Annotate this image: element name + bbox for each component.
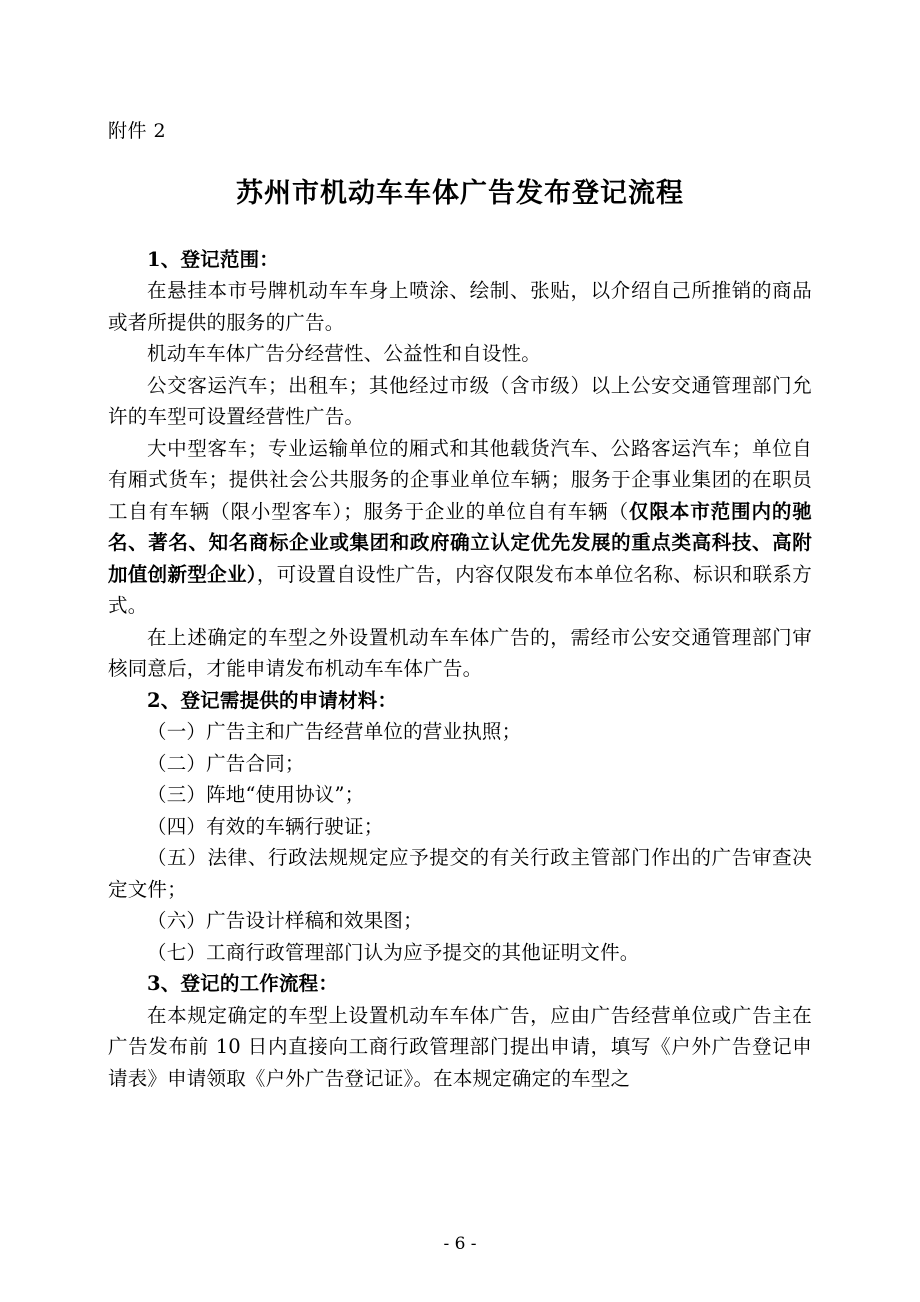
- list-item: （七）工商行政管理部门认为应予提交的其他证明文件。: [147, 940, 640, 964]
- list-item: （五）法律、行政法规规定应予提交的有关行政主管部门作出的广告审查决定文件；: [108, 846, 812, 901]
- paragraph: 在悬挂本市号牌机动车车身上喷涂、绘制、张贴，以介绍自己所推销的商品或者所提供的服务的广告。: [108, 279, 812, 334]
- paragraph: 在上述确定的车型之外设置机动车车体广告的，需经市公安交通管理部门审核同意后，才能申请发布机动车车体广告。: [108, 625, 812, 681]
- paragraph-part-2: ，可设置自设性广告，内容仅限发布本单位名称、标识和联系方式。: [108, 562, 812, 618]
- document-body: [108, 244, 812, 1095]
- paragraph: 公交客运汽车；出租车；其他经过市级（含市级）以上公安交通管理部门允许的车型可设置经营性广告。: [108, 373, 812, 429]
- paragraph-emphasis: 仅限本市范围内的驰名、著名、知名商标企业或集团和政府确立认定优先发展的重点类高科技、高附加值创新型企业）: [108, 499, 812, 586]
- paragraph-part-1: 大中型客车；专业运输单位的厢式和其他载货汽车、公路客运汽车；单位自有厢式货车；提供社会公共服务的企事业单位车辆；服务于企事业集团的在职员工自有车辆（限小型客车）；服务于企业的单位自有车辆（: [108, 436, 812, 523]
- list-item: （二）广告合同；: [147, 751, 305, 775]
- list-item: （六）广告设计样稿和效果图；: [147, 909, 423, 933]
- list-item: （三）阵地“使用协议”；: [147, 783, 365, 807]
- paragraph: 在本规定确定的车型上设置机动车车体广告，应由广告经营单位或广告主在广告发布前 10 日内直接向工商行政管理部门提出申请，填写《户外广告登记申请表》申请领取《户外广告登记证》。在本规定确定的车型之: [108, 1003, 812, 1090]
- attachment-label: 附件 2: [108, 120, 167, 142]
- section-heading-2: 2、登记需提供的申请材料：: [147, 688, 398, 712]
- paragraph: 机动车车体广告分经营性、公益性和自设性。: [147, 342, 542, 366]
- list-item: （一）广告主和广告经营单位的营业执照；: [147, 720, 522, 744]
- paragraph-mixed: [108, 433, 812, 622]
- section-heading-1: 1、登记范围：: [147, 247, 279, 271]
- list-item: （四）有效的车辆行驶证；: [147, 814, 384, 838]
- section-heading-3: 3、登记的工作流程：: [147, 972, 339, 996]
- page-title: 苏州市机动车车体广告发布登记流程: [236, 177, 684, 209]
- page-number: - 6 -: [443, 1234, 477, 1254]
